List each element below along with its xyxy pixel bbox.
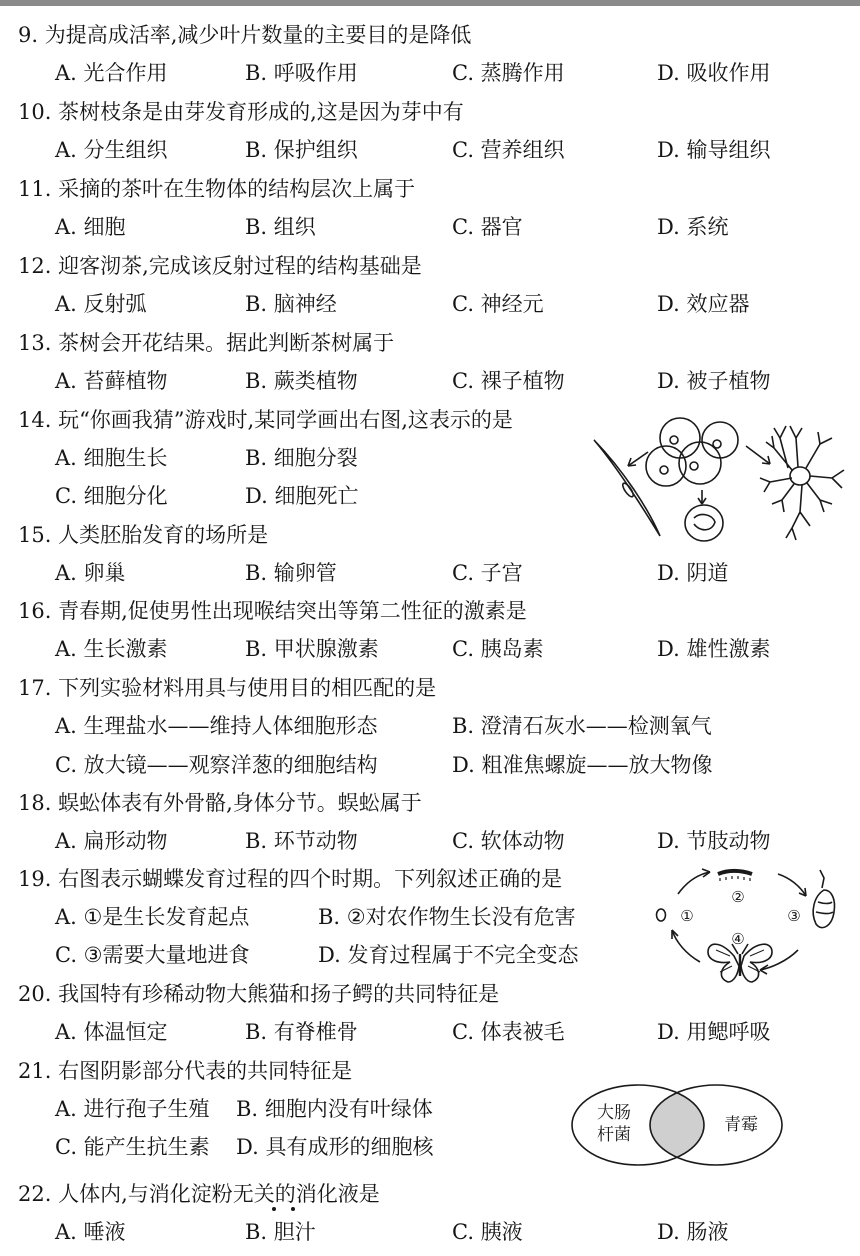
q9-option-a: A. 光合作用 — [55, 61, 168, 85]
q16-option-a: A. 生长激素 — [55, 637, 168, 661]
q18-option-b: B. 环节动物 — [245, 829, 358, 853]
q14-option-b: B. 细胞分裂 — [245, 446, 358, 470]
q16-option-b: B. 甲状腺激素 — [245, 637, 379, 661]
venn-left-label-line1: 大肠 — [597, 1103, 631, 1123]
question-12-stem: 12. 迎客沏茶,完成该反射过程的结构基础是 — [18, 254, 422, 278]
q18-option-d: D. 节肢动物 — [657, 829, 771, 853]
q18-option-a: A. 扁形动物 — [55, 829, 168, 853]
q15-option-b: B. 输卵管 — [245, 561, 337, 585]
q21-option-c: C. 能产生抗生素 — [55, 1135, 210, 1159]
q9-option-d: D. 吸收作用 — [657, 61, 771, 85]
question-14-stem: 14. 玩“你画我猜”游戏时,某同学画出右图,这表示的是 — [18, 408, 513, 432]
butterfly-life-cycle-figure — [648, 860, 844, 986]
venn-left-label-line2: 杆菌 — [597, 1125, 631, 1145]
question-17-stem: 17. 下列实验材料用具与使用目的相匹配的是 — [18, 676, 437, 700]
q12-option-c: C. 神经元 — [452, 292, 544, 316]
q10-option-b: B. 保护组织 — [245, 138, 358, 162]
q21-option-a: A. 进行孢子生殖 — [55, 1097, 210, 1121]
q20-option-d: D. 用鳃呼吸 — [657, 1020, 771, 1044]
q22-option-c: C. 胰液 — [452, 1220, 523, 1244]
venn-diagram-figure — [566, 1080, 788, 1172]
question-20-stem: 20. 我国特有珍稀动物大熊猫和扬子鳄的共同特征是 — [18, 982, 500, 1006]
q19-option-a: A. ①是生长发育起点 — [55, 905, 250, 929]
q11-option-a: A. 细胞 — [55, 215, 126, 239]
q19-option-b: B. ②对农作物生长没有危害 — [318, 905, 576, 929]
question-10-stem: 10. 茶树枝条是由芽发育形成的,这是因为芽中有 — [18, 100, 464, 124]
question-16-stem: 16. 青春期,促使男性出现喉结突出等第二性征的激素是 — [18, 599, 527, 623]
q10-option-c: C. 营养组织 — [452, 138, 565, 162]
q11-option-c: C. 器官 — [452, 215, 523, 239]
q20-option-a: A. 体温恒定 — [55, 1020, 168, 1044]
q10-option-d: D. 输导组织 — [657, 138, 771, 162]
q15-option-c: C. 子宫 — [452, 561, 523, 585]
question-13-stem: 13. 茶树会开花结果。据此判断茶树属于 — [18, 331, 395, 355]
butterfly-stage-3-label: ③ — [787, 907, 801, 925]
q13-option-d: D. 被子植物 — [657, 369, 771, 393]
q21-option-b: B. 细胞内没有叶绿体 — [236, 1097, 433, 1121]
q20-option-c: C. 体表被毛 — [452, 1020, 565, 1044]
q15-option-a: A. 卵巢 — [55, 561, 126, 585]
q17-option-c: C. 放大镜——观察洋葱的细胞结构 — [55, 753, 378, 777]
q18-option-c: C. 软体动物 — [452, 829, 565, 853]
emphasis-dot — [291, 1207, 295, 1211]
emphasis-dot — [272, 1207, 276, 1211]
venn-right-label: 青霉 — [724, 1115, 758, 1135]
question-9-stem: 9. 为提高成活率,减少叶片数量的主要目的是降低 — [18, 23, 472, 47]
question-22-stem: 22. 人体内,与消化淀粉无关的消化液是 — [18, 1182, 380, 1206]
q10-option-a: A. 分生组织 — [55, 138, 168, 162]
question-15-stem: 15. 人类胚胎发育的场所是 — [18, 523, 269, 547]
question-19-stem: 19. 右图表示蝴蝶发育过程的四个时期。下列叙述正确的是 — [18, 867, 563, 891]
q14-option-c: C. 细胞分化 — [55, 484, 168, 508]
q17-option-d: D. 粗准焦螺旋——放大物像 — [452, 753, 713, 777]
q9-option-c: C. 蒸腾作用 — [452, 61, 565, 85]
q14-option-a: A. 细胞生长 — [55, 446, 168, 470]
q20-option-b: B. 有脊椎骨 — [245, 1020, 358, 1044]
question-21-stem: 21. 右图阴影部分代表的共同特征是 — [18, 1059, 353, 1083]
q17-option-a: A. 生理盐水——维持人体细胞形态 — [55, 714, 378, 738]
cell-differentiation-figure — [588, 408, 850, 548]
q13-option-c: C. 裸子植物 — [452, 369, 565, 393]
q9-option-b: B. 呼吸作用 — [245, 61, 358, 85]
q22-option-b: B. 胆汁 — [245, 1220, 316, 1244]
q19-option-c: C. ③需要大量地进食 — [55, 943, 250, 967]
question-11-stem: 11. 采摘的茶叶在生物体的结构层次上属于 — [18, 177, 416, 201]
q22-option-d: D. 肠液 — [657, 1220, 729, 1244]
butterfly-stage-4-label: ④ — [731, 930, 745, 948]
q13-option-b: B. 蕨类植物 — [245, 369, 358, 393]
q12-option-b: B. 脑神经 — [245, 292, 337, 316]
q14-option-d: D. 细胞死亡 — [245, 484, 359, 508]
q22-option-a: A. 唾液 — [55, 1220, 126, 1244]
butterfly-stage-1-label: ① — [680, 907, 694, 925]
q16-option-d: D. 雄性激素 — [657, 637, 771, 661]
q13-option-a: A. 苔藓植物 — [55, 369, 168, 393]
q15-option-d: D. 阴道 — [657, 561, 729, 585]
q19-option-d: D. 发育过程属于不完全变态 — [318, 943, 579, 967]
q12-option-a: A. 反射弧 — [55, 292, 147, 316]
q17-option-b: B. 澄清石灰水——检测氧气 — [452, 714, 712, 738]
q11-option-d: D. 系统 — [657, 215, 729, 239]
q12-option-d: D. 效应器 — [657, 292, 750, 316]
question-18-stem: 18. 蜈蚣体表有外骨骼,身体分节。蜈蚣属于 — [18, 791, 422, 815]
butterfly-stage-2-label: ② — [731, 888, 745, 906]
q11-option-b: B. 组织 — [245, 215, 316, 239]
q16-option-c: C. 胰岛素 — [452, 637, 544, 661]
q21-option-d: D. 具有成形的细胞核 — [236, 1135, 434, 1159]
